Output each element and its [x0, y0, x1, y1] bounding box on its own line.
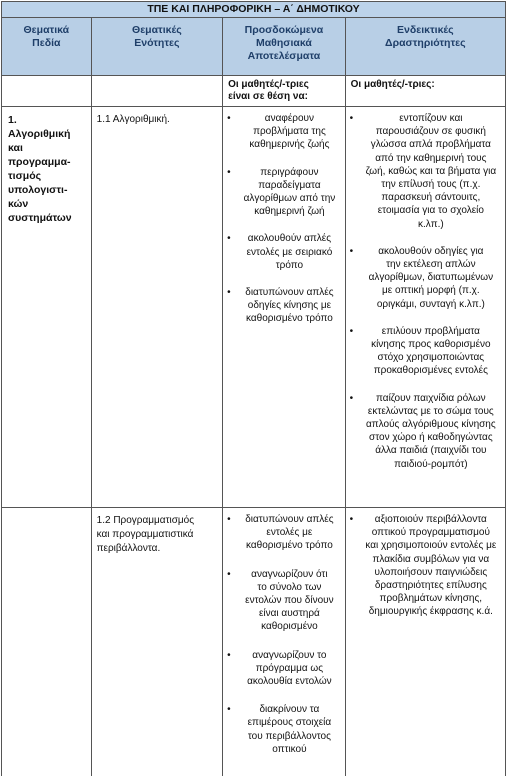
activities-list — [346, 508, 505, 619]
list-item-line: παραδείγματα — [258, 179, 321, 191]
list-item-line: γλώσσα απλά προβλήματα — [370, 139, 491, 151]
list-item-line: • αξιοποιούν περιβάλλοντα — [374, 514, 487, 525]
list-item-line: οδηγίες κίνησης με — [247, 300, 332, 312]
list-item — [227, 286, 341, 326]
header-units — [92, 18, 223, 75]
activities-cell — [346, 107, 505, 507]
list-item-line: προβλήματα της — [253, 126, 326, 138]
list-item-line: παρασκευή σάντουιτς, — [381, 192, 481, 204]
list-item-line: καθορισμένο τρόπο — [246, 313, 333, 325]
list-item-line: του περιβάλλοντος — [247, 730, 331, 742]
list-item-line: • εντοπίζουν και — [399, 113, 463, 124]
list-item-line: υλοποιήσουν παιγνιώδεις — [374, 566, 488, 578]
header-domains — [2, 18, 92, 75]
list-item — [227, 112, 341, 152]
header-line: Προσδοκώμενα — [244, 24, 324, 36]
list-item-line: την εκτέλεση απλών — [386, 259, 476, 271]
subheader-line: είναι σε θέση να: — [228, 91, 308, 102]
unit-title — [92, 107, 224, 507]
unit-title-line: περιβάλλοντα. — [96, 543, 161, 554]
list-item-line: το σύνολο των — [257, 581, 322, 593]
domain-cell — [2, 107, 92, 507]
list-item-line: • ακολουθούν απλές — [247, 233, 332, 245]
domain-cell-empty — [2, 508, 92, 776]
list-item-line: παρουσιάζουν σε φυσική — [375, 126, 486, 138]
list-item — [350, 513, 501, 619]
list-item-line: παιδιού-ρομπότ) — [394, 458, 468, 470]
list-item-line: προβλημάτων κίνησης, — [379, 593, 483, 605]
list-item-line: • διακρίνουν τα — [259, 704, 320, 716]
list-item-line: τρόπο — [275, 259, 304, 271]
list-item-line: την επίλυσή τους (π.χ. — [381, 179, 481, 191]
outcomes-cell — [223, 508, 346, 776]
header-line: Ενότητες — [134, 37, 180, 49]
list-item-line: αλγορίθμων από την — [243, 193, 336, 205]
list-item-line: με οπτική μορφή (π.χ. — [381, 285, 480, 297]
header-line: Πεδία — [32, 37, 61, 49]
list-item — [350, 325, 501, 378]
unit-title — [92, 508, 224, 776]
list-item — [227, 232, 341, 272]
subheader-empty — [92, 76, 223, 106]
list-item-line: απλούς αλγόριθμους κίνησης — [365, 419, 496, 431]
list-item — [350, 112, 501, 231]
list-item — [227, 166, 341, 219]
list-item-line: εντολές με σειριακό — [246, 246, 333, 258]
list-item-line: και χρησιμοποιούν εντολές με — [365, 540, 497, 552]
list-item-line: στόχο χρησιμοποιώντας — [377, 352, 485, 364]
list-item-line: είναι αυστηρά — [258, 608, 320, 620]
list-item-line: καθημερινής ζωής — [249, 139, 330, 151]
outcomes-list — [223, 508, 345, 756]
list-item-line: ετοιμασία για το σχολείο — [377, 205, 484, 217]
outcomes-list — [223, 107, 345, 326]
domain-line: κών — [8, 198, 29, 210]
list-item — [227, 703, 341, 756]
domain-line: τισμός — [8, 170, 42, 182]
domain-line: Αλγοριθμική — [8, 128, 71, 140]
header-line: Θεματικές — [132, 24, 182, 36]
header-activities — [346, 18, 505, 75]
table-header-row — [1, 18, 506, 76]
header-line: Αποτελέσματα — [247, 50, 321, 62]
outcomes-cell — [223, 107, 346, 507]
domain-line: 1. — [8, 114, 17, 126]
domain-line: προγραμμα- — [8, 156, 71, 168]
list-item-line: • παίζουν παιχνίδια ρόλων — [376, 392, 486, 404]
list-item-line: καθορισμένο — [261, 621, 318, 633]
list-item-line: δραστηριότητες επίλυσης — [374, 580, 487, 592]
list-item-line: οπτικού προγραμματισμού — [371, 527, 490, 539]
list-item-line: στον χώρο ή καθοδηγώντας — [369, 432, 493, 444]
unit-title-line: 1.1 Αλγοριθμική. — [96, 114, 170, 125]
list-item-line: από την καθημερινή τους — [375, 152, 487, 164]
list-item — [350, 392, 501, 471]
activities-cell — [346, 508, 505, 776]
list-item-line: αλγορίθμων, διατυπωμένων — [368, 272, 494, 284]
unit-title-line: και προγραμματιστικά — [96, 529, 194, 540]
list-item — [227, 513, 341, 553]
domain-line: συστημάτων — [8, 212, 72, 224]
header-line: Ενδεικτικές — [397, 24, 454, 36]
subheader-row — [1, 76, 506, 107]
list-item-line: προκαθορισμένες εντολές — [373, 365, 488, 377]
header-line: Δραστηριότητες — [385, 37, 466, 49]
header-outcomes — [223, 18, 346, 75]
list-item-line: • περιγράφουν — [260, 166, 319, 178]
list-item-line: • αναγνωρίζουν ότι — [251, 568, 328, 580]
table-title: ΤΠΕ ΚΑΙ ΠΛΗΡΟΦΟΡΙΚΗ – Α΄ ΔΗΜΟΤΙΚΟΥ — [1, 1, 506, 18]
subheader-outcomes — [223, 76, 346, 106]
subheader-empty — [2, 76, 92, 106]
table-row — [1, 508, 506, 776]
list-item-line: άλλα παιδιά (παιχνίδι του — [375, 445, 487, 457]
domain-line: υπολογιστι- — [8, 184, 68, 196]
subheader-activities: Οι μαθητές/-τριες: — [350, 79, 435, 90]
list-item-line: πλακίδια συμβόλων για να — [372, 553, 490, 565]
list-item-line: εκτελώντας με το σώμα τους — [367, 405, 494, 417]
activities-list — [346, 107, 505, 471]
domain-line: και — [8, 142, 23, 154]
list-item-line: δημιουργικής έκφρασης κ.ά. — [368, 606, 493, 618]
list-item-line: • επιλύουν προβλήματα — [381, 325, 480, 337]
list-item — [350, 245, 501, 311]
list-item-line: • διατυπώνουν απλές — [245, 287, 334, 299]
list-item-line: εντολών που δίνουν — [245, 595, 334, 607]
list-item-line: • διατυπώνουν απλές — [245, 514, 334, 525]
list-item-line: • ακολουθούν οδηγίες για — [378, 245, 484, 257]
list-item-line: • αναφέρουν — [264, 113, 315, 124]
subheader-line: Οι μαθητές/-τριες — [228, 79, 309, 90]
list-item-line: πρόγραμμα ως — [255, 662, 324, 674]
unit-title-line: 1.2 Προγραμματισμός — [96, 515, 195, 526]
list-item-line: ακολουθία εντολών — [247, 676, 332, 688]
list-item-line: οπτικού — [272, 743, 307, 755]
list-item-line: κίνησης προς καθορισμένο — [371, 339, 491, 351]
list-item-line: κ.λπ.) — [417, 218, 444, 230]
header-line: Μαθησιακά — [255, 37, 312, 49]
list-item-line: ζωή, καθώς και τα βήματα για — [365, 165, 497, 177]
list-item-line: οριγκάμι, συνταγή κ.λπ.) — [376, 298, 485, 310]
list-item-line: καθορισμένο τρόπο — [245, 540, 333, 552]
list-item-line: • αναγνωρίζουν το — [252, 649, 327, 661]
list-item — [227, 568, 341, 634]
list-item-line: εντολές με — [266, 527, 313, 539]
table-row — [1, 107, 506, 508]
header-line: Θεματικά — [23, 24, 70, 36]
curriculum-table — [1, 1, 506, 776]
list-item-line: καθημερινή ζωή — [254, 206, 325, 218]
list-item-line: επιμέρους στοιχεία — [247, 717, 332, 729]
list-item — [227, 649, 341, 689]
